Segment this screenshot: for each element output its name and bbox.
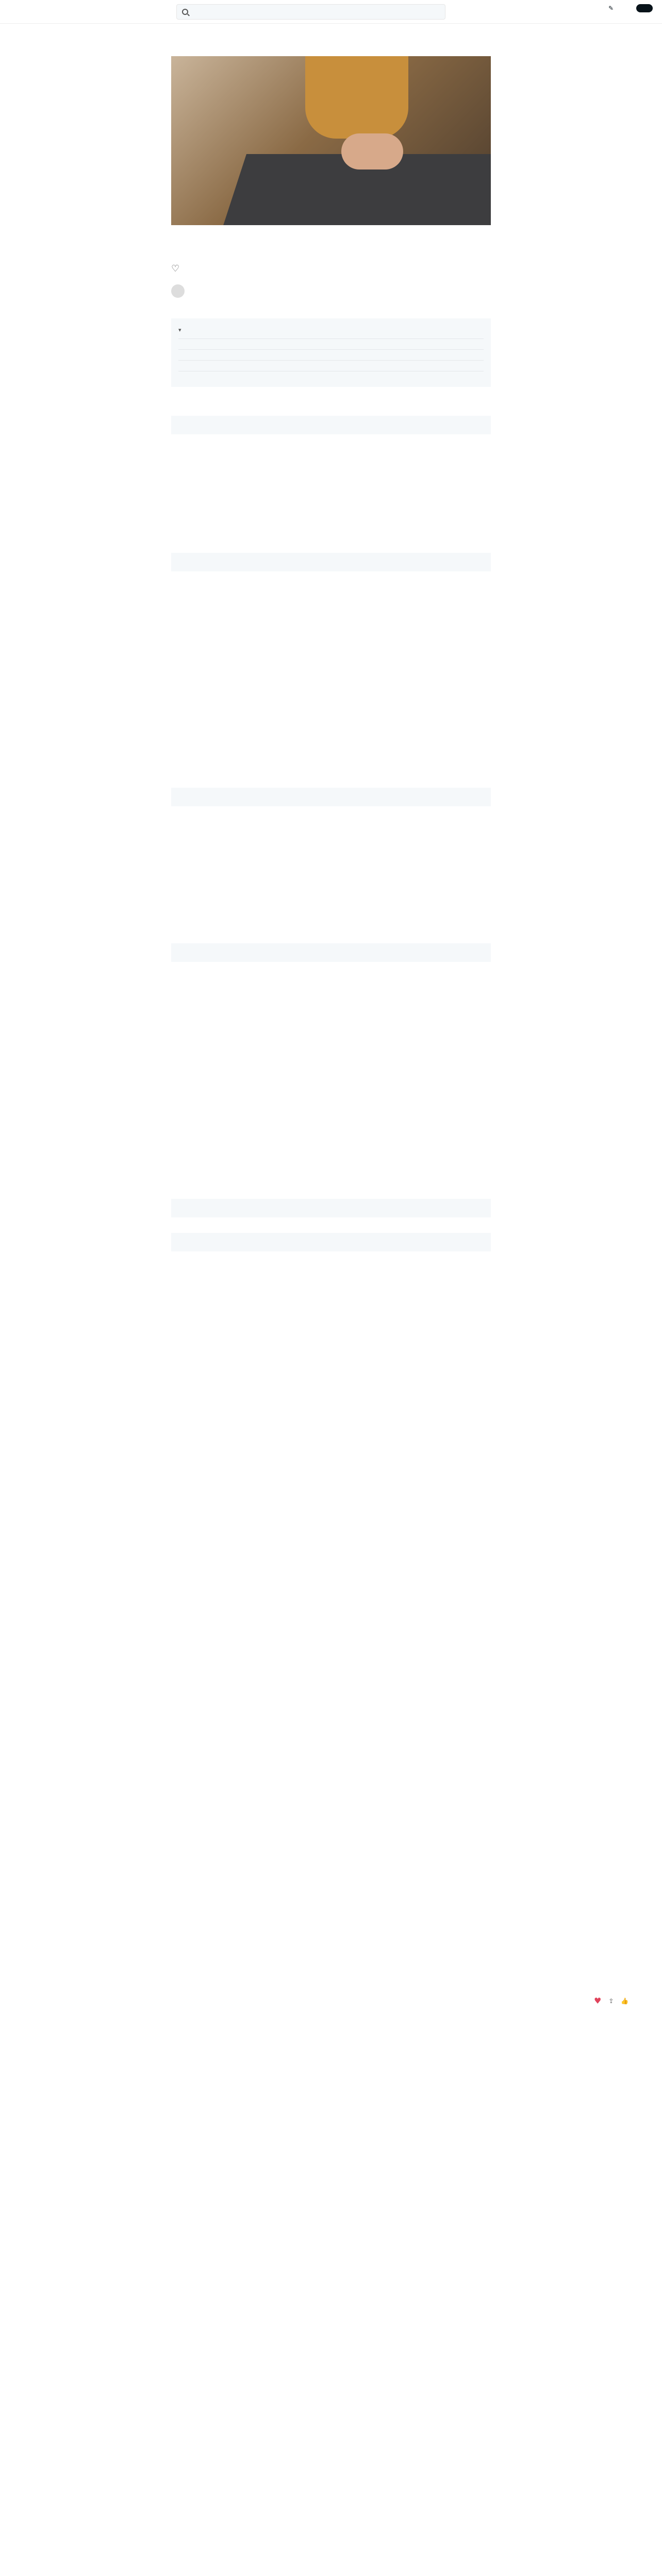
heart-icon: ♥: [594, 1996, 602, 2006]
question-box: [171, 788, 491, 806]
toc-heading[interactable]: ▾: [178, 324, 484, 339]
pie-chart-q3: [171, 806, 491, 935]
pie-chart-q1: [171, 434, 491, 543]
question-box: [171, 1233, 491, 1251]
question-box: [171, 1199, 491, 1217]
question-box: [171, 943, 491, 962]
pie-chart-svg: [171, 806, 491, 935]
toc-item[interactable]: [178, 371, 484, 382]
site-header: [0, 0, 662, 24]
toc-item[interactable]: [178, 361, 484, 371]
post-button[interactable]: [608, 5, 616, 12]
like-button[interactable]: [171, 263, 491, 274]
search-input[interactable]: [176, 4, 445, 20]
article: [171, 56, 491, 1264]
question-box: [171, 553, 491, 571]
bar-chart-q2: [171, 571, 491, 762]
search-icon: [182, 9, 188, 15]
heart-icon: ♡: [171, 263, 180, 274]
hero-image: [171, 56, 491, 225]
share-icon[interactable]: ⇪: [608, 1997, 614, 2005]
side-like-button[interactable]: [594, 1996, 601, 2006]
author-info[interactable]: [171, 284, 491, 298]
toc-item[interactable]: [178, 350, 484, 361]
pencil-icon: ✎: [608, 5, 614, 12]
pie-chart-svg: [171, 434, 491, 543]
table-of-contents: [171, 318, 491, 387]
register-button[interactable]: [636, 4, 653, 12]
question-box: [171, 416, 491, 434]
toc-item[interactable]: [178, 339, 484, 350]
bar-chart-svg: [171, 571, 491, 762]
avatar[interactable]: [171, 284, 185, 298]
bar-chart-q4: [171, 962, 491, 1189]
hbar-chart-svg: [171, 962, 491, 1189]
floating-actions: [594, 1996, 628, 2006]
thumb-icon[interactable]: 👍: [621, 1997, 629, 2005]
